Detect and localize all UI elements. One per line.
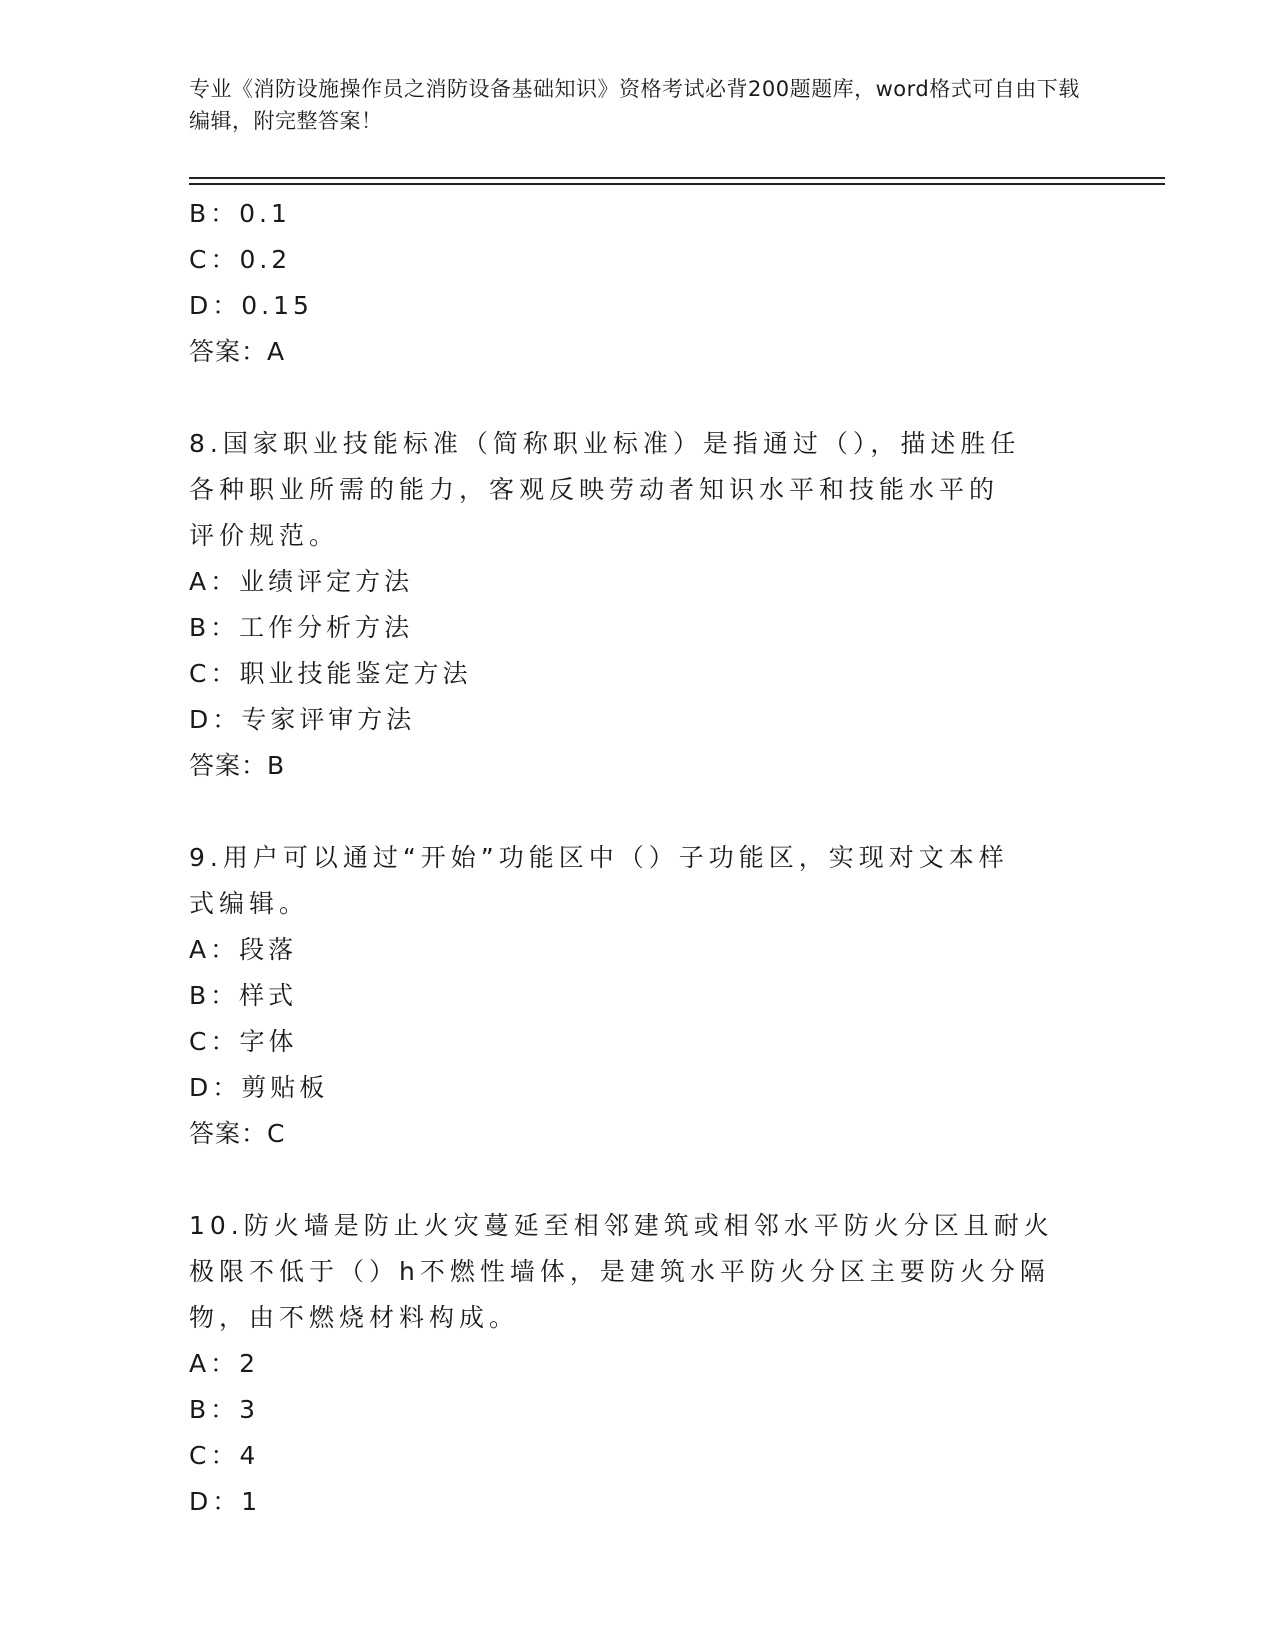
question-7-block [189,191,1089,375]
document-header: 专业《消防设施操作员之消防设备基础知识》资格考试必背200题题库，word格式可自由下载编辑，附完整答案！ [189,77,1080,133]
q9-option-d: D：剪贴板 [189,1073,329,1102]
q7-option-d: D：0.15 [189,291,313,320]
question-list [189,191,1089,1525]
q10-question: 10.防火墙是防止火灾蔓延至相邻建筑或相邻水平防火分区且耐火极限不低于（）h不燃性墙体，是建筑水平防火分区主要防火分隔物，由不燃烧材料构成。 [189,1211,1054,1332]
q10-option-a: A：2 [189,1349,260,1378]
q9-question: 9.用户可以通过“开始”功能区中（）子功能区，实现对文本样式编辑。 [189,843,1009,918]
q8-option-c: C：职业技能鉴定方法 [189,659,472,688]
q10-option-c: C：4 [189,1441,260,1470]
q8-option-d: D：专家评审方法 [189,705,416,734]
q9-option-c: C：字体 [189,1027,298,1056]
q8-option-a: A：业绩评定方法 [189,567,414,596]
q8-answer: 答案：B [189,751,286,780]
q9-option-a: A：段落 [189,935,298,964]
q8-option-b: B：工作分析方法 [189,613,414,642]
q9-option-b: B：样式 [189,981,298,1010]
header-divider-bottom [189,183,1165,185]
q8-question: 8.国家职业技能标准（简称职业标准）是指通过（），描述胜任各种职业所需的能力，客观反映劳动者知识水平和技能水平的评价规范。 [189,429,1021,550]
question-9-block [189,835,1089,1157]
q10-option-b: B：3 [189,1395,260,1424]
q9-answer: 答案：C [189,1119,286,1148]
q7-option-c: C：0.2 [189,245,292,274]
q7-answer: 答案：A [189,337,286,366]
q7-option-b: B：0.1 [189,199,291,228]
question-10-block [189,1203,1089,1525]
q10-option-d: D：1 [189,1487,262,1516]
question-8-block [189,421,1089,789]
header-divider-top [189,177,1165,179]
